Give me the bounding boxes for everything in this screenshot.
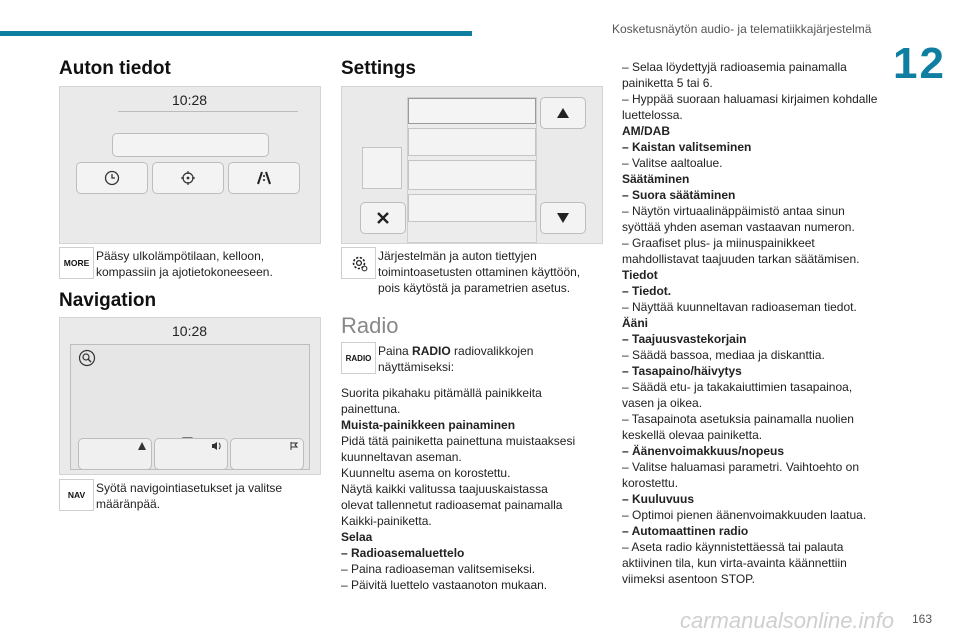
page-number: 163 — [912, 612, 933, 626]
text-line: Kuunneltu asema on korostettu. — [341, 466, 511, 480]
watermark: carmanualsonline.info — [680, 608, 895, 633]
settings-description: Järjestelmän ja auton tiettyjen toimintoasetusten ottaminen käyttöön, pois käytöstä ja parametrien asetus. — [378, 249, 581, 295]
settings-description-first — [378, 248, 588, 296]
text-line: Ääni — [622, 316, 649, 330]
text-line: – Tasapaino/häivytys — [622, 364, 742, 378]
text-line: – Valitse aaltoalue. — [622, 156, 723, 170]
vehicle-info-screen — [59, 86, 321, 244]
radio-key-badge: RADIO — [341, 342, 376, 374]
text-line: vasen ja oikea. — [622, 396, 703, 410]
divider — [118, 111, 298, 112]
compass-button[interactable] — [152, 162, 224, 194]
text-line: – Kuuluvuus — [622, 492, 695, 506]
text-line: Säätäminen — [622, 172, 690, 186]
text-line: Suorita pikahaku pitämällä painikkeita — [341, 386, 542, 400]
text-line: – Säädä bassoa, mediaa ja diskanttia. — [622, 348, 825, 362]
flag-icon — [290, 442, 298, 450]
settings-list-item[interactable] — [408, 128, 536, 156]
text-line: – Taajuusvastekorjain — [622, 332, 747, 346]
text-line: – Päivitä luettelo vastaanoton mukaan. — [341, 578, 548, 592]
clock-display: 10:28 — [172, 323, 208, 339]
text-line: kuunneltavan aseman. — [341, 450, 462, 464]
title-radio: Radio — [341, 313, 399, 338]
arrow-icon — [138, 442, 146, 450]
info-display-field[interactable] — [112, 133, 269, 157]
text-line: aktiivinen tila, kun virta-avainta käännettiin — [622, 556, 847, 570]
triangle-up-icon — [557, 108, 569, 118]
text-line: – Paina radioaseman valitsemiseksi. — [341, 562, 536, 576]
radio-instructions — [341, 385, 596, 593]
settings-list-header[interactable] — [408, 98, 536, 124]
nav-options-button[interactable] — [230, 438, 304, 470]
scroll-up-button[interactable] — [540, 97, 586, 129]
settings-side-panel — [362, 147, 402, 189]
text-line: – Radioasemaluettelo — [341, 546, 465, 560]
text-line: – Näytön virtuaalinäppäimistö antaa sinun — [622, 204, 845, 218]
text-line: olevat tallennetut radioasemat painamalla — [341, 498, 563, 512]
radio-instructions-continued — [622, 59, 890, 587]
triangle-down-icon — [557, 213, 569, 223]
radio-intro-bold: RADIO — [412, 344, 451, 358]
text-line: keskellä olevaa painiketta. — [622, 428, 763, 442]
text-line: – Näyttää kuunneltavan radioaseman tiedot. — [622, 300, 857, 314]
settings-list-item[interactable] — [408, 160, 536, 190]
text-line: – Äänenvoimakkuus/nopeus — [622, 444, 785, 458]
text-line: Selaa — [341, 530, 373, 544]
text-line: AM/DAB — [622, 124, 670, 138]
title-navigation: Navigation — [59, 290, 157, 311]
text-line: Pidä tätä painiketta painettuna muistaaksesi — [341, 434, 576, 448]
header-accent-bar — [0, 31, 472, 36]
map-search-icon — [78, 349, 96, 367]
navigation-screen — [59, 317, 321, 475]
chapter-number: 12 — [893, 39, 946, 88]
radio-intro-post: radiovalikkojen näyttämiseksi: — [378, 344, 534, 374]
nav-guidance-button[interactable] — [78, 438, 152, 470]
text-line: viimeksi asentoon STOP. — [622, 572, 755, 586]
more-key-badge: MORE — [59, 247, 94, 279]
text-line: korostettu. — [622, 476, 679, 490]
gear-icon — [349, 253, 369, 273]
text-line: Tiedot — [622, 268, 658, 282]
more-description: Pääsy ulkolämpötilaan, kelloon, kompassiin ja ajotietokoneeseen. — [96, 249, 273, 279]
text-line: – Suora säätäminen — [622, 188, 736, 202]
clock-icon — [104, 170, 120, 186]
close-button[interactable] — [360, 202, 406, 234]
text-line: – Selaa löydettyjä radioasemia painamalla — [622, 60, 847, 74]
text-line: – Optimoi pienen äänenvoimakkuuden laatua. — [622, 508, 867, 522]
text-line: – Aseta radio käynnistettäessä tai palauta — [622, 540, 844, 554]
text-line: Kaikki-painiketta. — [341, 514, 432, 528]
speaker-icon — [212, 442, 222, 450]
radio-intro-pre: Paina — [378, 344, 413, 358]
settings-list-item[interactable] — [408, 194, 536, 222]
text-line: Näytä kaikki valitussa taajuuskaistassa — [341, 482, 548, 496]
settings-screen — [341, 86, 603, 244]
text-line: luettelossa. — [622, 108, 683, 122]
clock-display: 10:28 — [172, 92, 208, 108]
title-vehicle-info: Auton tiedot — [59, 58, 171, 79]
clock-button[interactable] — [76, 162, 148, 194]
title-settings: Settings — [341, 58, 416, 79]
text-line: mahdollistavat taajuuden tarkan säätämisen. — [622, 252, 860, 266]
text-line: – Kaistan valitseminen — [622, 140, 752, 154]
nav-voice-button[interactable] — [154, 438, 228, 470]
text-line: painettuna. — [341, 402, 401, 416]
trip-computer-button[interactable] — [228, 162, 300, 194]
running-header: Kosketusnäytön audio- ja telematiikkajärjestelmä — [612, 22, 872, 36]
nav-description: Syötä navigointiasetukset ja valitse määränpää. — [96, 481, 283, 511]
compass-icon — [180, 170, 196, 186]
text-line: – Hyppää suoraan haluamasi kirjaimen kohdalle — [622, 92, 878, 106]
text-line: – Graafiset plus- ja miinuspainikkeet — [622, 236, 815, 250]
nav-key-badge: NAV — [59, 479, 94, 511]
text-line: painiketta 5 tai 6. — [622, 76, 713, 90]
road-icon — [254, 171, 274, 185]
text-line: – Tiedot. — [622, 284, 672, 298]
settings-key-badge — [341, 247, 376, 279]
text-line: Muista-painikkeen painaminen — [341, 418, 516, 432]
text-line: – Automaattinen radio — [622, 524, 749, 538]
text-line: – Tasapainota asetuksia painamalla nuolien — [622, 412, 854, 426]
scroll-down-button[interactable] — [540, 202, 586, 234]
text-line: syöttää yhden aseman vastaavan numeron. — [622, 220, 855, 234]
text-line: – Valitse haluamasi parametri. Vaihtoehto on — [622, 460, 860, 474]
text-line: – Säädä etu- ja takakaiuttimien tasapainoa, — [622, 380, 853, 394]
radio-intro — [378, 343, 578, 375]
settings-list — [407, 97, 537, 243]
close-icon — [377, 212, 389, 224]
